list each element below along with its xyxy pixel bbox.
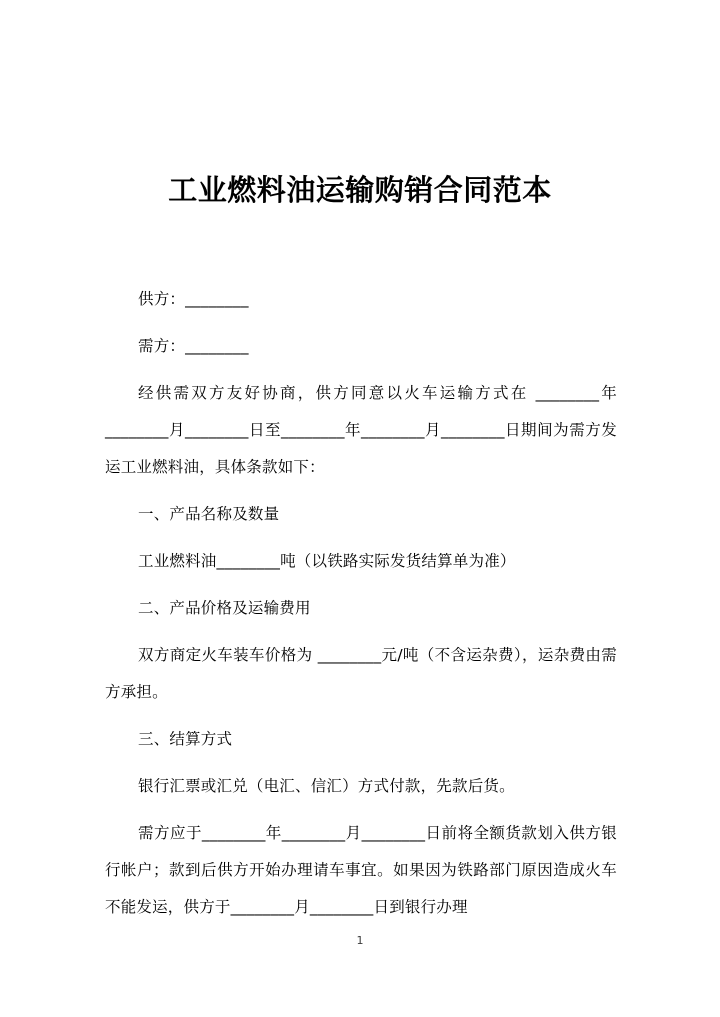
document-body xyxy=(105,281,617,936)
supplier-line: 供方：________ xyxy=(138,290,249,308)
page-number: 1 xyxy=(356,934,364,947)
page-title: 工业燃料油运输购销合同范本 xyxy=(168,173,552,208)
section-three-body: 银行汇票或汇兑（电汇、信汇）方式付款，先款后货。 xyxy=(138,777,515,795)
section-one-heading: 一、产品名称及数量 xyxy=(138,505,280,523)
section-two-body: 双方商定火车装车价格为 ________元/吨（不含运杂费），运杂费由需方承担。 xyxy=(105,646,617,701)
section-three-heading: 三、结算方式 xyxy=(138,730,233,748)
section-two-heading: 二、产品价格及运输费用 xyxy=(138,599,311,617)
section-three-detail: 需方应于________年________月________日前将全额货款划入供方银行帐户；款到后供方开始办理请车事宜。如果因为铁路部门原因造成火车不能发运，供方于________月________日到银行办理 xyxy=(105,824,617,916)
section-one-body: 工业燃料油________吨（以铁路实际发货结算单为准） xyxy=(138,552,516,570)
preamble-paragraph: 经供需双方友好协商，供方同意以火车运输方式在 ________年________月________日至________年________月________日期间为需方发运工业燃料油，具体条款如下： xyxy=(105,384,617,476)
buyer-line: 需方：________ xyxy=(138,337,249,355)
